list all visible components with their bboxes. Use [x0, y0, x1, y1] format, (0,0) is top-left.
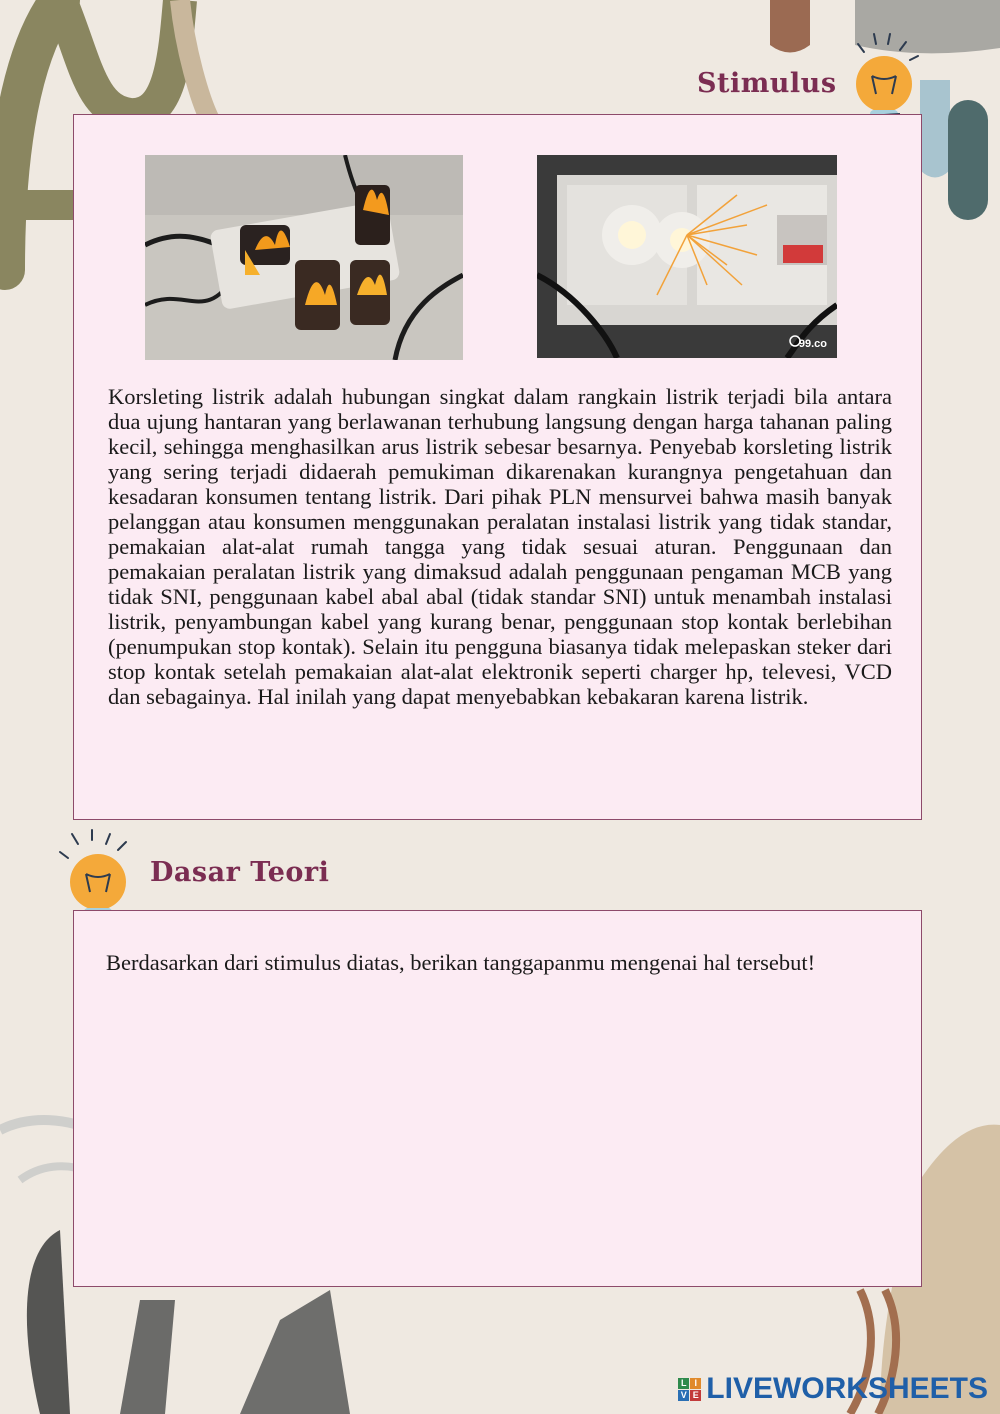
photo-watermark: 99.co	[798, 338, 827, 350]
theory-title: Dasar Teori	[150, 857, 330, 888]
stimulus-title: Stimulus	[697, 68, 837, 99]
stimulus-paragraph: Korsleting listrik adalah hubungan singkat dalam rangkain listrik terjadi bila antara dua ujung hantaran yang berlawanan terhubung langsung dengan harga tahanan paling kecil, sehingga menghasilkan arus listrik sebesar besarnya. Penyebab korsleting listrik yang sering terjadi didaerah pemukiman dikarenakan kurangnya pengetahuan dan kesadaran konsumen tentang listrik. Dari pihak PLN mensurvei bahwa masih banyak pelanggan atau konsumen menggunakan peralatan instalasi listrik yang tidak standar, pemakaian alat-alat rumah tangga yang tidak sesuai aturan. Penggunaan dan pemakaian peralatan listrik yang dimaksud adalah penggunaan pengaman MCB yang tidak SNI, penggunaan kabel abal abal (tidak standar SNI) untuk menambah instalasi listrik, penyambungan kabel yang kurang benar, penggunaan stop kontak berlebihan (penumpukan stop kontak). Selain itu pengguna biasanya tidak melepaskan steker dari stop kontak setelah pemakaian alat-alat elektronik seperti charger hp, televesi, VCD dan sebagainya. Hal inilah yang dapat menyebabkan kebakaran karena listrik.	[108, 384, 892, 709]
photo-burning-power-strip	[145, 155, 463, 360]
answer-input[interactable]	[100, 1010, 899, 1269]
liveworksheets-logo-icon: L I V E	[678, 1378, 701, 1401]
brand-name: LIVEWORKSHEETS	[706, 1372, 988, 1405]
photo-sparking-mcb	[537, 155, 837, 358]
theory-prompt: Berdasarkan dari stimulus diatas, berikan tanggapanmu mengenai hal tersebut!	[106, 950, 816, 975]
liveworksheets-brand[interactable]	[678, 1372, 988, 1406]
